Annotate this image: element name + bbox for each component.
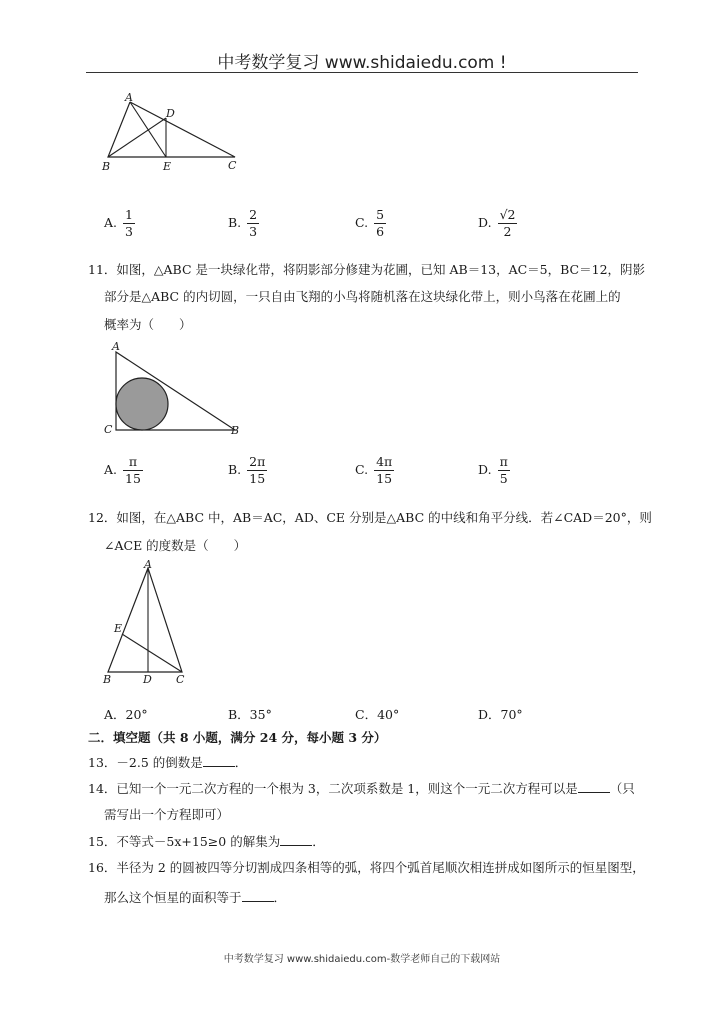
q11-stem-line1: 11．如图，△ABC 是一块绿化带，将阴影部分修建为花圃，已知 AB＝13，AC＝5，BC＝12，阴影 [88, 262, 646, 277]
q12-stem-line2: ∠ACE 的度数是（ ） [104, 538, 247, 553]
q12-bisector-ce [122, 634, 182, 672]
q10-label-c: C [228, 159, 237, 172]
q12-option-a: A．20° [104, 707, 148, 722]
q12-label-e: E [114, 622, 123, 635]
q16-answer-blank[interactable] [242, 889, 274, 902]
section-fill-in-title: 二．填空题（共 8 小题，满分 24 分，每小题 3 分） [88, 730, 387, 745]
q11-inscribed-circle [116, 378, 168, 430]
q12-label-a: A [144, 558, 152, 571]
q12-option-d: D．70° [478, 707, 523, 722]
q14-answer-blank[interactable] [578, 780, 610, 793]
q11-stem-line3: 概率为（ ） [104, 317, 192, 332]
q10-option-b: B. $\frac{2}{3}$ [228, 207, 258, 239]
q10-option-d: D. $\frac{√2}{2}$ [478, 207, 516, 239]
q10-label-b: B [102, 160, 111, 173]
q15-stem: 15．不等式－5x+15≥0 的解集为 ． [88, 834, 325, 849]
q12-option-c: C．40° [355, 707, 400, 722]
q13-answer-blank[interactable] [203, 754, 235, 767]
figure-q10 [100, 90, 250, 176]
q11-option-c: C. $\frac{4\pi}{15}$ [355, 454, 393, 486]
q15-answer-blank[interactable] [280, 833, 312, 846]
q14-stem-line2: 需写出一个方程即可） [104, 807, 230, 822]
q11-label-b: B [231, 424, 240, 437]
q12-label-c: C [176, 673, 185, 686]
figure-q11 [100, 340, 250, 440]
q14-stem-line1: 14．已知一个一元二次方程的一个根为 3，二次项系数是 1，则这个一元二次方程可以是 （只 [88, 781, 635, 796]
q12-option-b: B．35° [228, 707, 272, 722]
q12-label-b: B [103, 673, 112, 686]
page-footer: 中考数学复习 www.shidaiedu.com-数学老师自己的下载网站 [223, 954, 501, 965]
page-header-title: 中考数学复习 www.shidaiedu.com ! [217, 53, 507, 73]
q11-option-d: D. $\frac{\pi}{5}$ [478, 454, 508, 486]
q10-label-d: D [166, 107, 175, 120]
q10-segment-bd [108, 118, 166, 157]
q10-option-c: C. $\frac{5}{6}$ [355, 207, 385, 239]
header-rule [86, 72, 638, 73]
q12-label-d: D [143, 673, 152, 686]
q12-triangle-abc [108, 568, 182, 672]
q10-label-a: A [125, 91, 133, 104]
q11-stem-line2: 部分是△ABC 的内切圆，一只自由飞翔的小鸟将随机落在这块绿化带上，则小鸟落在花圃上的 [104, 289, 621, 304]
q10-option-a: A. $\frac{1}{3}$ [104, 207, 133, 239]
q12-stem-line1: 12．如图，在△ABC 中，AB＝AC，AD、CE 分别是△ABC 的中线和角平分线．若∠CAD＝20°，则 [88, 510, 652, 525]
figure-q12 [100, 558, 200, 686]
q16-stem-line2: 那么这个恒星的面积等于 ． [104, 890, 287, 905]
q11-label-a: A [112, 340, 120, 353]
q11-label-c: C [104, 423, 113, 436]
q16-stem-line1: 16．半径为 2 的圆被四等分切割成四条相等的弧，将四个弧首尾顺次相连拼成如图所示的恒星图型， [88, 860, 645, 875]
q10-label-e: E [163, 160, 172, 173]
q11-option-b: B. $\frac{2\pi}{15}$ [228, 454, 266, 486]
q11-option-a: A. $\frac{\pi}{15}$ [104, 454, 141, 486]
q13-stem: 13．－2.5 的倒数是 ． [88, 755, 248, 770]
